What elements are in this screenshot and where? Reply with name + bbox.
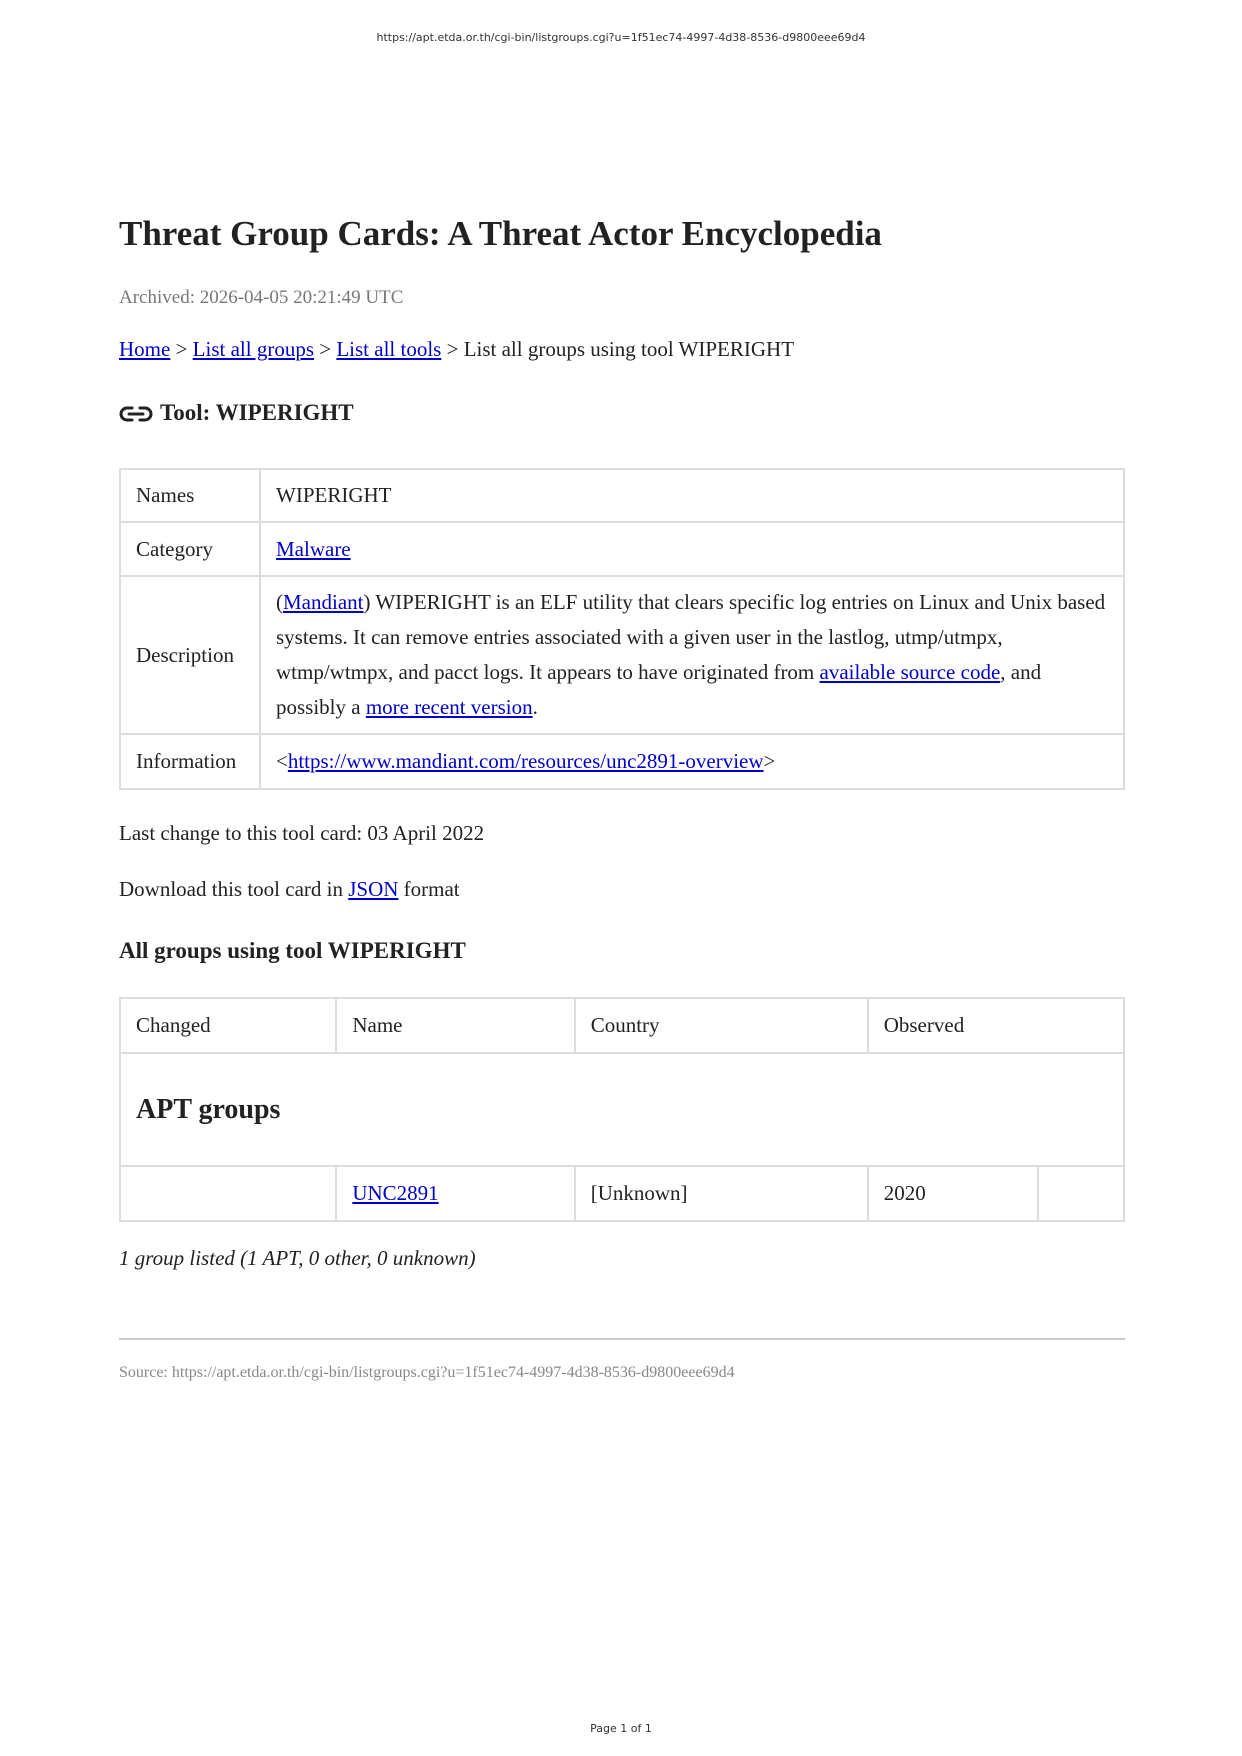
description-text: ) WIPERIGHT is an ELF utility that clears specific log entries on Linux and Unix based systems. It can remove entries associated with a given user in the lastlog, utmp/utmpx, wtmp/wtmpx, and pacct logs. It appears to have originated from xyxy=(276,590,1106,684)
section-row xyxy=(120,1053,1124,1166)
information-key: Information xyxy=(120,734,260,789)
information-lt: < xyxy=(276,749,288,773)
table-row xyxy=(120,522,1124,576)
table-row xyxy=(120,576,1124,734)
breadcrumb-separator: > xyxy=(175,337,188,361)
table-row xyxy=(120,469,1124,522)
available-source-code-link[interactable]: available source code xyxy=(819,660,1001,684)
download-suffix: format xyxy=(398,877,460,901)
print-header-url: https://apt.etda.or.th/cgi-bin/listgroups.cgi?u=1f51ec74-4997-4d38-8536-d9800eee69d4 xyxy=(376,31,866,44)
groups-heading: All groups using tool WIPERIGHT xyxy=(119,938,466,963)
description-open-paren: ( xyxy=(276,590,283,614)
group-unc2891-link[interactable]: UNC2891 xyxy=(352,1181,439,1205)
observed-cell: 2020 xyxy=(868,1166,1038,1221)
tool-info-table xyxy=(119,468,1125,790)
breadcrumb-groups-link[interactable]: List all groups xyxy=(192,337,314,361)
last-change-text: Last change to this tool card: 03 April 2022 xyxy=(119,821,485,845)
divider xyxy=(119,1338,1125,1340)
description-text: . xyxy=(532,695,538,719)
column-header-country: Country xyxy=(575,998,868,1053)
breadcrumb-separator: > xyxy=(319,337,332,361)
information-gt: > xyxy=(763,749,776,773)
download-line xyxy=(119,877,460,902)
section-label-apt-groups: APT groups xyxy=(120,1053,1124,1166)
category-key: Category xyxy=(120,522,260,576)
breadcrumb-tools-link[interactable]: List all tools xyxy=(336,337,442,361)
category-malware-link[interactable]: Malware xyxy=(276,536,351,561)
link-icon xyxy=(119,404,153,426)
description-value xyxy=(260,576,1124,734)
column-header-changed: Changed xyxy=(120,998,336,1053)
archived-timestamp: Archived: 2026-04-05 20:21:49 UTC xyxy=(119,287,404,308)
names-key: Names xyxy=(120,469,260,522)
groups-table xyxy=(119,997,1125,1222)
changed-cell xyxy=(120,1166,336,1221)
json-download-link[interactable]: JSON xyxy=(348,877,399,901)
source-url: Source: https://apt.etda.or.th/cgi-bin/listgroups.cgi?u=1f51ec74-4997-4d38-8536-d9800eee69d4 xyxy=(119,1364,735,1381)
page-title: Threat Group Cards: A Threat Actor Encyclopedia xyxy=(119,214,882,253)
page-number: Page 1 of 1 xyxy=(590,1722,652,1735)
description-source-link[interactable]: Mandiant xyxy=(283,590,364,614)
groups-summary: 1 group listed (1 APT, 0 other, 0 unknown) xyxy=(119,1246,476,1270)
column-header-observed: Observed xyxy=(868,998,1124,1053)
more-recent-version-link[interactable]: more recent version xyxy=(365,695,533,719)
breadcrumb-current: List all groups using tool WIPERIGHT xyxy=(463,337,795,361)
country-cell: [Unknown] xyxy=(575,1166,868,1221)
description-key: Description xyxy=(120,576,260,734)
description-text: , and possibly a xyxy=(276,660,1042,719)
tool-heading xyxy=(119,400,354,426)
breadcrumb-home-link[interactable]: Home xyxy=(119,337,171,361)
table-row xyxy=(120,734,1124,789)
information-value xyxy=(260,734,1124,789)
table-row xyxy=(120,1166,1124,1221)
names-value: WIPERIGHT xyxy=(260,469,1124,522)
column-header-name: Name xyxy=(336,998,574,1053)
table-header-row xyxy=(120,998,1124,1053)
breadcrumb-separator: > xyxy=(446,337,459,361)
tool-heading-text: Tool: WIPERIGHT xyxy=(160,400,354,425)
information-url-link[interactable]: https://www.mandiant.com/resources/unc2891-overview xyxy=(287,749,764,773)
breadcrumb xyxy=(119,337,794,362)
download-prefix: Download this tool card in xyxy=(119,877,349,901)
name-cell xyxy=(336,1166,574,1221)
category-value xyxy=(260,522,1124,576)
extra-cell xyxy=(1038,1166,1124,1221)
